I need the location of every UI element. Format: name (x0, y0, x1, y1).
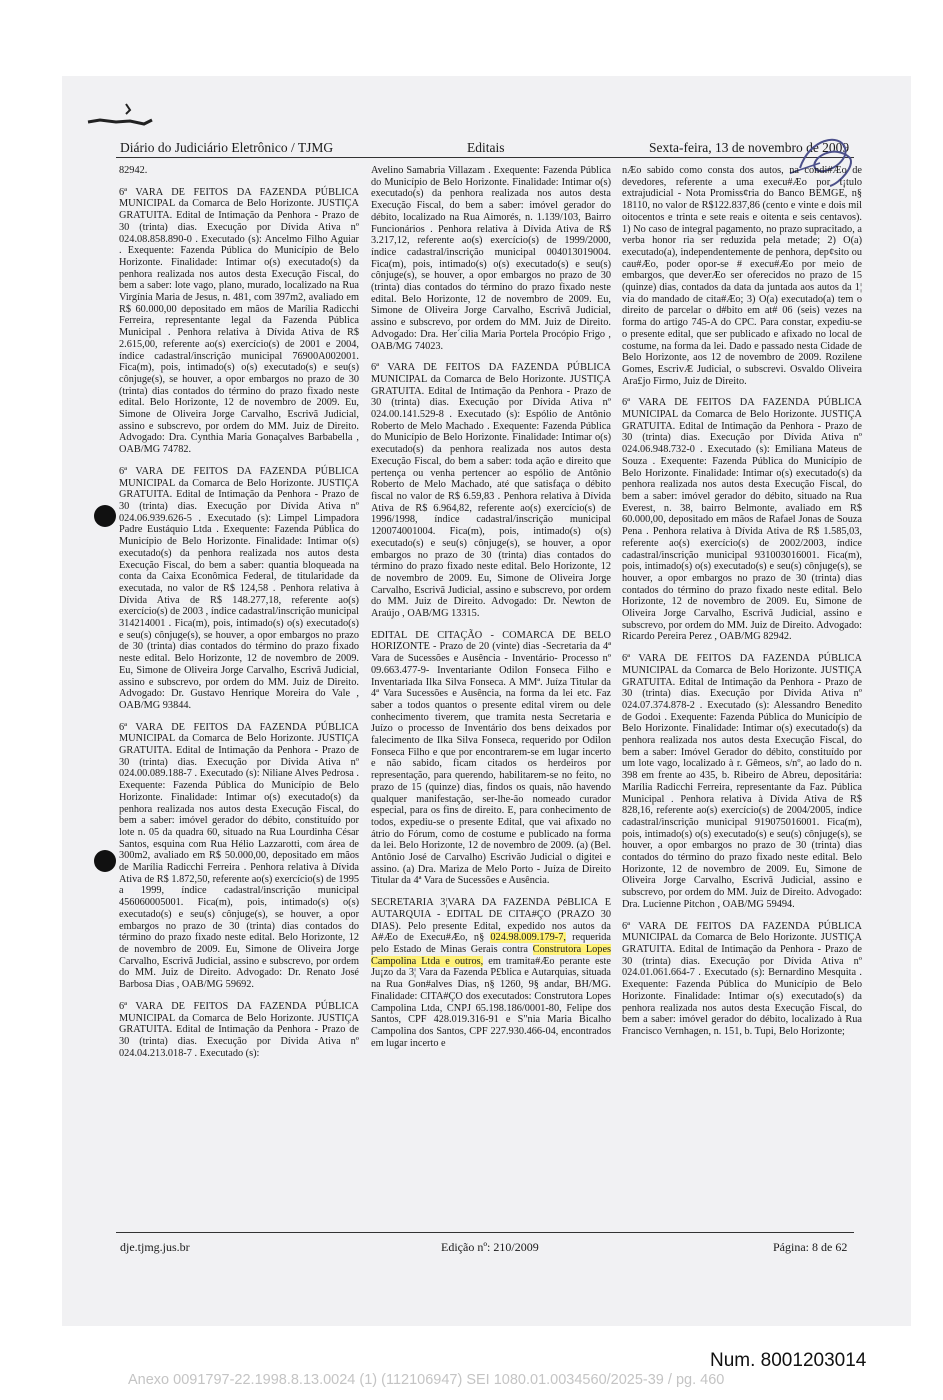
issue-date: Sexta-feira, 13 de novembro de 2009 (649, 140, 850, 155)
paragraph: Avelino Samabria Villazam . Exequente: Fazenda Pública do Município de Belo Horizonte. Finalidade: Intimar o(s) executado(s) da penhora realizada nos autos desta Execução Fiscal, do bem a saber: imóvel gerador do débito, localizado na Rua Aimorés, n. 1.139/103, Bairro Funcionários . Penhora relativa à Dívida Ativa de R$ 3.217,12, referente ao(s) exercício(s) de 1999/2000, índice cadastral/inscrição municipal 004013019004. Fica(m), pois, intimado(s) o(s) executado(s) e seu(s) cônjuge(s), se houver, a opor embargos no prazo de 30 (trinta) dias contados do término do prazo fixado neste edital. Belo Horizonte, 12 de novembro de 2009. Eu, Simone de Oliveira Jorge Carvalho, Escrivã Judicial, assino e subscrevo, por ordem do MM. Juiz de Direito. Advogado: Dra. Her´cilia Maria Portela Procópio Frigo , OAB/MG 74023. (371, 165, 611, 352)
punch-hole (94, 505, 116, 527)
text-run: em tramita#Æo perante este Ju¡zo da 3¦ Vara da Fazenda P£blica e Autarquias, situada na Rua Gon#alves Dias, n§ 1260, 9§ andar, BH/MG. Finalidade: CITA#ÇO dos executados: Construtora Lopes Campolina Ltda, CNPJ 65.198.186/0001-80, Felipe dos Santos, CPF 428.019.316-91 e S"nia Maria Bicalho Campolina dos Santos, CPF 227.930.466-04, encontrados em lugar incerto e (371, 955, 611, 1049)
paragraph: 6ª VARA DE FEITOS DA FAZENDA PÚBLICA MUNICIPAL da Comarca de Belo Horizonte. JUSTIÇA GRATUITA. Edital de Intimação da Penhora - Prazo de 30 (trinta) dias. Execução por Dívida Ativa nº 024.01.061.664-7 . Executado (s): Bernardino Mesquita . Exequente: Fazenda Pública do Município de Belo Horizonte. Finalidade: Intimar o(s) executado(s) da penhora realizada nos autos desta Execução Fiscal, do bem a saber: imóvel gerador do débito, localizado à Rua Francisco Vernhagen, n. 151, b. Tupi, Belo Horizonte; (622, 920, 862, 1037)
paragraph: 6ª VARA DE FEITOS DA FAZENDA PÚBLICA MUNICIPAL da Comarca de Belo Horizonte. JUSTIÇA GRATUITA. Edital de Intimação da Penhora - Prazo de 30 (trinta) dias. Execução por Dívida Ativa nº 024.00.141.529-8 . Executado (s): Espólio de Antônio Roberto de Melo Machado . Exequente: Fazenda Pública do Município de Belo Horizonte. Finalidade: Intimar o(s) executado(s) da penhora realizada nos autos desta Execução Fiscal, do bem a saber: toda ação e direito que pertença ou venha pertencer ao espólio de Antônio Roberto de Melo Machado, até que satisfaça o débito fiscal no valor de R$ 6.59,83 . Penhora relativa à Dívida Ativa de R$ 6.964,82, referente ao(s) exercício(s) de 1996/1998, índice cadastral/inscrição municipal 120074001004. Fica(m), pois, intimado(s) o(s) executado(s) e seu(s) cônjuge(s), se houver, a opor embargos no prazo de 30 (trinta) dias contados do término do prazo fixado neste edital. Belo Horizonte, 12 de novembro de 2009. Eu, Simone de Oliveira Jorge Carvalho, Escrivã Judicial, assino e subscrevo, por ordem do MM. Juiz de Direito. Advogado: Dr. Newton de Araújo , OAB/MG 13315. (371, 362, 611, 620)
paragraph: 6ª VARA DE FEITOS DA FAZENDA PÚBLICA MUNICIPAL da Comarca de Belo Horizonte. JUSTIÇA GRATUITA. Edital de Intimação da Penhora - Prazo de 30 (trinta) dias. Execução por Dívida Ativa nº 024.06.948.732-0 . Executado (s): Emiliana Mateus de Souza . Exequente: Fazenda Pública do Município de Belo Horizonte. Finalidade: Intimar o(s) executado(s) da penhora realizada nos autos desta Execução Fiscal, do bem a saber: imóvel gerador do débito, situado na Rua Everest, n. 38, bairro Belmonte, avaliado em R$ 60.000,00, depositado em mãos de Rafael Jonas de Souza Pena . Penhora relativa à Dívida Ativa de R$ 1.585,03, referente ao(s) exercício(s) de 2002/2003, índice cadastral/inscrição municipal 931003016001. Fica(m), pois, intimado(s) o(s) executado(s) e seu(s) cônjuge(s), se houver, a opor embargos no prazo de 30 (trinta) dias contados do término do prazo fixado neste edital. Belo Horizonte, 12 de novembro de 2009. Eu, Simone de Oliveira Jorge Carvalho, Escrivã Judicial, assino e subscrevo, por ordem do MM. Juiz de Direito. Advogado: Ricardo Pereira Perez , OAB/MG 82942. (622, 397, 862, 643)
paragraph: 6ª VARA DE FEITOS DA FAZENDA PÚBLICA MUNICIPAL da Comarca de Belo Horizonte. JUSTIÇA GRATUITA. Edital de Intimação da Penhora - Prazo de 30 (trinta) dias. Execução por Dívida Ativa nº 024.04.213.018-7 . Executado (s): (119, 1000, 359, 1059)
text-column-2 (371, 165, 611, 1230)
text-run: requerida pelo Estado de Minas Gerais contra (371, 932, 611, 955)
paragraph (371, 897, 611, 1049)
header-rule (116, 157, 854, 158)
attachment-watermark: Anexo 0091797-22.1998.8.13.0024 (1) (112106947) SEI 1080.01.0034560/2025-39 / pg. 460 (128, 1372, 725, 1388)
highlighted-process-number: 024.98.009.179-7, (490, 932, 566, 944)
paragraph: 82942. (119, 165, 148, 176)
journal-title: Diário do Judiciário Eletrônico / TJMG (120, 140, 334, 155)
paragraph: 6ª VARA DE FEITOS DA FAZENDA PÚBLICA MUNICIPAL da Comarca de Belo Horizonte. JUSTIÇA GRATUITA. Edital de Intimação da Penhora - Prazo de 30 (trinta) dias. Execução por Dívida Ativa nº 024.06.939.626-5 . Executado (s): Limpel Limpadora Padre Eustáquio Ltda . Exequente: Fazenda Pública do Município de Belo Horizonte. Finalidade: Intimar o(s) executado(s) da penhora realizada nos autos desta Execução Fiscal, do bem a saber: quantia bloqueada na conta da Caixa Econômica Federal, de titularidade da executada, no valor de R$ 124,58 . Penhora relativa à Dívida Ativa de R$ 148.277,18, referente ao(s) exercício(s) de 2003 , índice cadastral/inscrição municipal 314214001 . Fica(m), pois, intimado(s) o(s) executado(s) e seu(s) cônjuge(s), se houver, a opor embargos no prazo de 30 (trinta) dias contados do término do prazo fixado neste edital. Belo Horizonte, 12 de novembro de 2009. Eu, Simone de Oliveira Jorge Carvalho, Escrivã Judicial, assino e subscrevo, por ordem do MM. Juiz de Direito. Advogado: Dr. Gustavo Henrique Moreira do Vale , OAB/MG 93844. (119, 465, 359, 711)
site-url: dje.tjmg.jus.br (120, 1240, 190, 1254)
document-number: Num. 8001203014 (710, 1350, 867, 1371)
paragraph: nÆo sabido como consta dos autos, na condi#Æo de devedores, referente a uma execu#Æo por t¡tulo extrajudicial - Nota Promiss¢ria do Banco BEMGE, n§ 18110, no valor de R$122.837,86 (cento e vinte e dois mil oitocentos e trinta e sete reais e oitenta e seis centavos). 1) No caso de integral pagamento, no prazo supracitado, a verba honor ria ser reduzida pela metade; 2) O(a) executado(a), independentemente de penhora, dep¢sito ou cau#Æo, poder opor-se # execu#Æo por meio de embargos, que deverÆo ser oferecidos no prazo de 15 (quinze) dias, contados da data da juntada aos autos da 1¦ via do mandado de cita#Æo; 3) O(a) executado(a) tem o direito de parcelar o d#bito em at# 06 (seis) vezes na forma do artigo 745-A do CPC. Para constar, expediu-se o presente edital, que ser publicado e afixado no local de costume, na forma da lei. Dado e passado nesta Cidade de Belo Horizonte, aos 12 de novembro de 2009. Rozilene Gomes, EscrivÆ Judicial, o subscrevi. Osvaldo Oliveira Ara£jo Firmo, Juiz de Direito. (622, 165, 862, 387)
paragraph: 6ª VARA DE FEITOS DA FAZENDA PÚBLICA MUNICIPAL da Comarca de Belo Horizonte. JUSTIÇA GRATUITA. Edital de Intimação da Penhora - Prazo de 30 (trinta) dias. Execução por Dívida Ativa nº 024.07.374.878-2 . Executado (s): Alessandro Benedito de Godoi . Exequente: Fazenda Pública do Município de Belo Horizonte. Finalidade: Intimar o(s) executado(s) da penhora realizada nos autos desta Execução Fiscal, do bem a saber: Imóvel Gerador do débito, constituído por um lote vago, localizado à r. Gêmeos, s/nº, ao lado do n. 398 em frente ao 435, b. Ribeiro de Abreu, depositária: Marília Radicchi Ferreira, representante da Faz. Pública Municipal . Penhora relativa à Dívida Ativa de R$ 828,16, referente ao(s) exercício(s) de 2004/2005, índice cadastral/inscrição municipal 919075016001. Fica(m), pois, intimado(s) o(s) executado(s) e seu(s) cônjuge(s), se houver, a opor embargos no prazo de 30 (trinta) dias contados do término do prazo fixado neste edital. Belo Horizonte, 12 de novembro de 2009. Eu, Simone de Oliveira Jorge Carvalho, Escrivã Judicial, assino e subscrevo, por ordem do MM. Juiz de Direito. Advogado: Dra. Lucienne Pitchon , OAB/MG 59494. (622, 653, 862, 910)
text-column-1 (119, 165, 359, 1230)
edition-number: Edição nº: 210/2009 (441, 1240, 539, 1254)
highlighted-party-name: Construtora Lopes Campolina Ltda e outros, (371, 944, 611, 967)
page-number: Página: 8 de 62 (773, 1240, 848, 1254)
paragraph: 6ª VARA DE FEITOS DA FAZENDA PÚBLICA MUNICIPAL da Comarca de Belo Horizonte. JUSTIÇA GRATUITA. Edital de Intimação da Penhora - Prazo de 30 (trinta) dias. Execução por Dívida Ativa nº 024.00.089.188-7 . Executado (s): Niliane Alves Pedrosa . Exequente: Fazenda Pública do Município de Belo Horizonte. Finalidade: Intimar o(s) executado(s) da penhora realizada nos autos desta Execução Fiscal, do bem a saber: imóvel gerador do débito, constituído por lote n. 05 da quadra 60, situado na Rua Lourdinha César Santos, esquina com Rua Hélio Lazzarotti, com área de 300m2, avaliado em R$ 50.000,00, depositado em mãos de Marília Radicchi Ferreira . Penhora relativa à Dívida Ativa de R$ 1.872,50, referente ao(s) exercício(s) de 1995 a 1999, índice cadastral/inscrição municipal 456060005001. Fica(m), pois, intimado(s) o(s) executado(s) e seu(s) cônjuge(s), se houver, a opor embargos no prazo de 30 (trinta) dias contados do término do prazo fixado neste edital. Belo Horizonte, 12 de novembro de 2009. Eu, Simone de Oliveira Jorge Carvalho, Escrivã Judicial, assino e subscrevo, por ordem do MM. Juiz de Direito. Advogado: Dr. Renato José Barbosa Dias , OAB/MG 59692. (119, 721, 359, 991)
scan-corner-mark (86, 100, 156, 130)
punch-hole (94, 850, 116, 872)
paragraph: 6ª VARA DE FEITOS DA FAZENDA PÚBLICA MUNICIPAL da Comarca de Belo Horizonte. JUSTIÇA GRATUITA. Edital de Intimação da Penhora - Prazo de 30 (trinta) dias. Execução por Dívida Ativa nº 024.08.858.890-0 . Executado (s): Ancelmo Filho Aguiar . Exequente: Fazenda Pública do Município de Belo Horizonte. Finalidade: Intimar o(s) executado(s) da penhora realizada nos autos desta Execução Fiscal, do bem a saber: lote vago, plano, murado, localizado na Rua Virgínia Maria de Jesus, n. 481, com 397m2, avaliado em R$ 60.000,00 depositado em mãos de Marília Radicchi Ferreira, representante legal da Fazenda Pública Municipal . Penhora relativa à Dívida Ativa de R$ 2.615,00, referente ao(s) exercício(s) de 2001 e 2004, índice cadastral/inscrição municipal 76900A002001. Fica(m), pois, intimado(s) o(s) executado(s) e seu(s) cônjuge(s), se houver, a opor embargos no prazo de 30 (trinta) dias contados do término do prazo fixado neste edital. Belo Horizonte, 12 de novembro de 2009. Eu, Simone de Oliveira Jorge Carvalho, Escrivã Judicial, assino e subscrevo, por ordem do MM. Juiz de Direito. Advogado: Dra. Cynthia Maria Gonaçalves Barbabella , OAB/MG 74782. (119, 186, 359, 456)
text-column-3 (622, 165, 862, 1230)
text-run: SECRETARIA 3¦VARA DA FAZENDA PéBLICA E AUTARQUIA - EDITAL DE CITA#ÇO (PRAZO 30 DIAS). Pelo presente Edital, expedido nos autos da A#Æo de Execu#Æo, n§ (371, 897, 611, 944)
paragraph: EDITAL DE CITAÇÃO - COMARCA DE BELO HORIZONTE - Prazo de 20 (vinte) dias -Secretaria da 4ª Vara de Sucessões e Ausência - Inventário- Processo nº 09.663.477-9- Inventariante Odilon Fonseca Filho e Inventariada Ilka Silva Fonseca. A MMª. Juíza Titular da 4ª Vara Sucessões e Ausência, na forma da lei etc. Faz saber a todos quantos o presente edital virem ou dele conhecimento tiverem, que tramita nesta Secretaria e Juízo o processo de Inventário dos bens deixados por falecimento de Ilka Silva Fonseca, requerido por Odilon Fonseca Filho e que por encontrarem-se em lugar incerto e não sabido, ficam citados os herdeiros por representação, para querendo, habilitarem-se no feito, no prazo de 15 (quinze) dias, findos os quais, não havendo qualquer manifestação, ser-lhe-ão nomeado curador especial, para os fins de direito. E, para conhecimento de todos, expediu-se o presente Edital, que vai afixado no átrio do Fórum, como de costume e publicado na forma da lei. Belo Horizonte, 12 de novembro de 2009. (a) (Bel. Antônio José de Carvalho) Escrivão Judicial o digitei e assino. (a) Dra. Mariza de Melo Porto - Juíza de Direito Titular da 4ª Vara de Sucessões e Ausência. (371, 629, 611, 887)
footer-rule (116, 1232, 854, 1233)
section-title: Editais (467, 140, 505, 155)
